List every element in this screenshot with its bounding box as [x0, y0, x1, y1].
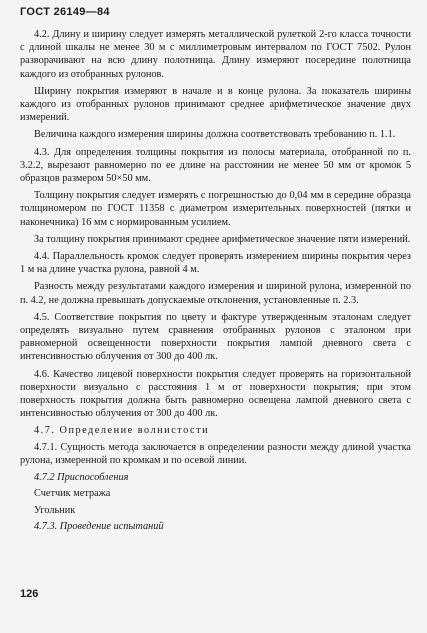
paragraph-thickness-average: За толщину покрытия принимают среднее арифметическое значение пяти измерений. [34, 233, 411, 245]
paragraph-4-4: 4.4. Параллельность кромок следует проверять измерением ширины покрытия через 1 м на длине участка рулона, равной 4 м. [20, 251, 411, 276]
paragraph-thickness-measure: Толщину покрытия следует измерять с погрешностью до 0,04 мм в середине образца толщиномером по ГОСТ 11358 с диаметром измерительных поверхностей (пятки и наконечника) 16 мм с нормированным усилием. [20, 190, 411, 228]
document-header: ГОСТ 26149—84 [20, 6, 110, 18]
paragraph-4-6: 4.6. Качество лицевой поверхности покрытия следует проверять на горизонтальной поверхности визуально с расстояния 1 м от поверхности покрытия; при этом поверхность покрытия должна быть равномерно освещена лампой дневного света с интенсивностью облучения от 300 до 400 лк. [20, 368, 411, 420]
paragraph-width-requirement: Величина каждого измерения ширины должна соответствовать требованию п. 1.1. [34, 129, 396, 141]
document-body [20, 28, 411, 536]
paragraph-width-measure: Ширину покрытия измеряют в начале и в конце рулона. За показатель ширины каждого из отобранных рулонов принимают среднее арифметическое значение двух измерений. [20, 85, 411, 124]
paragraph-edge-difference: Разность между результатами каждого измерения и шириной рулона, измеренной по п. 4.2, не должна превышать допускаемые отклонения, установленные п. 2.3. [20, 281, 411, 306]
paragraph-4-3: 4.3. Для определения толщины покрытия из полосы материала, отобранной по п. 3.2.2, вырезают равномерно по ее длине на расстоянии не менее 50 мм от кромок 5 образцов размером 50×50 мм. [20, 146, 411, 185]
list-item-square: Угольник [34, 504, 76, 516]
section-heading-4-7: 4.7. Определение волнистости [34, 425, 210, 437]
paragraph-4-2: 4.2. Длину и ширину следует измерять металлической рулеткой 2-го класса точности с длиной шкалы не менее 30 м с миллиметровым интервалом по ГОСТ 7502. Рулон разворачивают на всю длину полотнища. Длину измеряют посередине полотнища каждого из отобранных рулонов. [20, 29, 411, 80]
page-number: 126 [20, 588, 39, 600]
paragraph-4-7-1: 4.7.1. Сущность метода заключается в определении разности между длиной участка рулона, измеренной по кромкам и по осевой линии. [20, 441, 411, 466]
paragraph-4-5: 4.5. Соответствие покрытия по цвету и фактуре утвержденным эталонам следует определять визуально путем сравнения отобранных рулонов с эталоном при равномерной освещенности поверхности покрытия лампой дневного света с интенсивностью облучения от 300 до 400 лк. [20, 311, 411, 363]
list-item-meter-counter: Счетчик метража [34, 488, 111, 500]
subheading-4-7-2: 4.7.2 Приспособления [34, 472, 129, 484]
subheading-4-7-3: 4.7.3. Проведение испытаний [34, 520, 164, 532]
